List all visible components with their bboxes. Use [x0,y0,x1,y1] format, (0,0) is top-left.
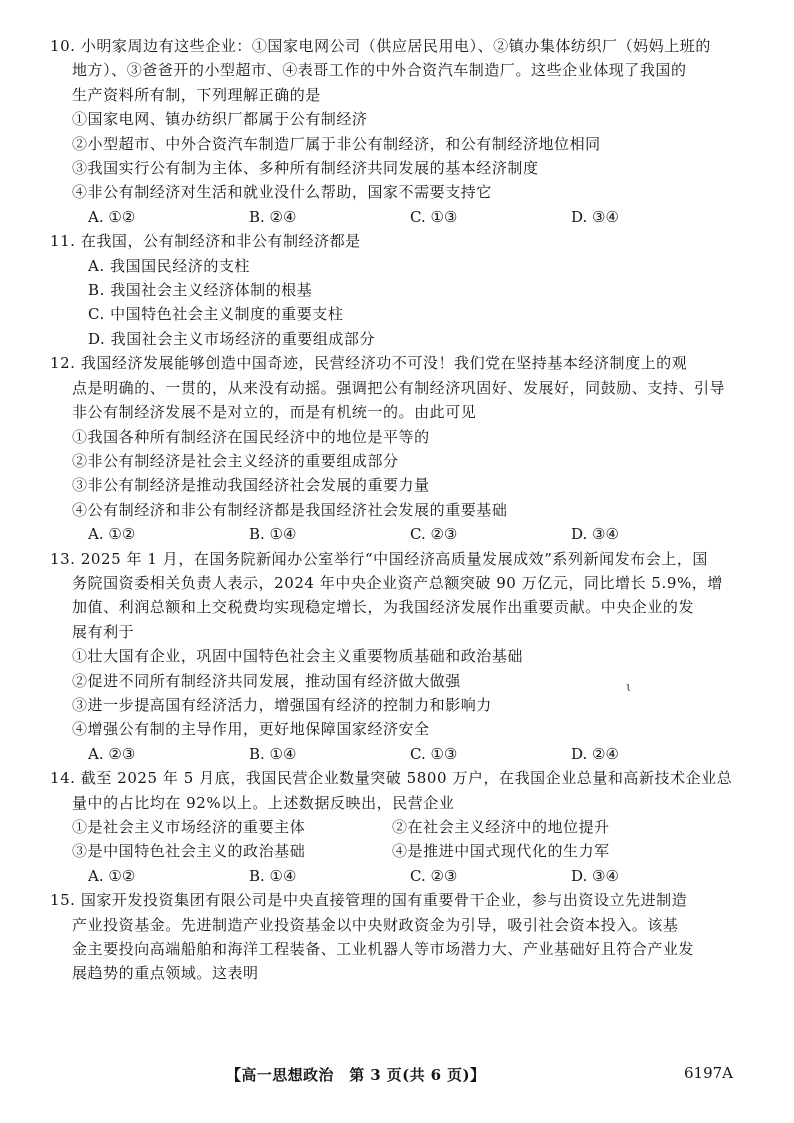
choice-a[interactable]: A. ①② [88,207,136,226]
choice-c[interactable]: C. 中国特色社会主义制度的重要支柱 [88,305,344,324]
choice-d[interactable]: D. 我国社会主义市场经济的重要组成部分 [88,329,376,348]
footer-page-info: 【高一思想政治 第 3 页(共 6 页)】 [226,1066,486,1084]
page-footer [0,1064,794,1088]
question-stem-line: 15. 国家开发投资集团有限公司是中央直接管理的国有重要骨干企业，参与出资设立先进制造 [50,891,688,910]
answer-choices [50,522,740,546]
choice-d[interactable]: D. ③④ [571,207,619,226]
stray-mark: ι [626,680,632,695]
question-stem-line: 12. 我国经济发展能够创造中国奇迹，民营经济功不可没！我们党在坚持基本经济制度上的观 [50,354,688,373]
question-stem-line: 展趋势的重点领域。这表明 [72,964,259,983]
statement-item: ④非公有制经济对生活和就业没什么帮助，国家不需要支持它 [72,183,492,202]
statement-item: ②促进不同所有制经济共同发展，推动国有经济做大做强 [72,671,461,690]
footer-paper-code: 6197A [684,1064,734,1082]
question-stem-line: 展有利于 [72,622,135,641]
choice-c[interactable]: C. ②③ [410,866,458,885]
statement-item: ④公有制经济和非公有制经济都是我国经济社会发展的重要基础 [72,500,508,519]
choice-d[interactable]: D. ③④ [571,866,619,885]
answer-choices [50,742,740,766]
choice-c[interactable]: C. ①③ [410,744,458,763]
question-stem-line: 加值、利润总额和上交税费均实现稳定增长，为我国经济发展作出重要贡献。中央企业的发 [72,598,695,617]
statement-item: ③非公有制经济是推动我国经济社会发展的重要力量 [72,476,430,495]
question-14 [50,766,740,888]
question-stem-line: 量中的占比均在 92%以上。上述数据反映出，民营企业 [72,793,455,812]
choice-c[interactable]: C. ②③ [410,525,458,544]
statement-item: ②非公有制经济是社会主义经济的重要组成部分 [72,451,399,470]
choice-d[interactable]: D. ③④ [571,525,619,544]
question-stem-line: 金主要投向高端船舶和海洋工程装备、工业机器人等市场潜力大、产业基础好且符合产业发 [72,940,695,959]
statement-item: ①国家电网、镇办纺织厂都属于公有制经济 [72,110,368,129]
question-stem-line: 非公有制经济发展不是对立的，而是有机统一的。由此可见 [72,403,477,422]
choice-a[interactable]: A. ①② [88,525,136,544]
choice-b[interactable]: B. ①④ [249,866,297,885]
question-10 [50,34,740,229]
question-13 [50,547,740,767]
statement-row [50,815,740,839]
choice-a[interactable]: A. 我国国民经济的支柱 [88,256,250,275]
choice-a[interactable]: A. ②③ [88,744,136,763]
choice-b[interactable]: B. ①④ [249,744,297,763]
choice-b[interactable]: B. ②④ [249,207,297,226]
statement-item: ③进一步提高国有经济活力，增强国有经济的控制力和影响力 [72,695,492,714]
choice-b[interactable]: B. 我国社会主义经济体制的根基 [88,281,313,300]
answer-choices [50,205,740,229]
statement-item: ③我国实行公有制为主体、多种所有制经济共同发展的基本经济制度 [72,159,539,178]
question-stem-line: 产业投资基金。先进制造产业投资基金以中央财政资金为引导，吸引社会资本投入。该基 [72,915,679,934]
statement-item: ②小型超市、中外合资汽车制造厂属于非公有制经济，和公有制经济地位相同 [72,134,601,153]
question-stem-line: 13. 2025 年 1 月，在国务院新闻办公室举行“中国经济高质量发展成效”系列新闻发布会上，国 [50,549,708,568]
statement-item: ③是中国特色社会主义的政治基础 [72,842,306,861]
statement-item: ①是社会主义市场经济的重要主体 [72,818,306,836]
question-stem-line: 地方）、③爸爸开的小型超市、④表哥工作的中外合资汽车制造厂。这些企业体现了我国的 [72,61,687,80]
question-11 [50,229,740,351]
question-stem-line: 10. 小明家周边有这些企业：①国家电网公司（供应居民用电）、②镇办集体纺织厂（妈妈上班的 [50,37,711,55]
question-stem-line: 点是明确的、一贯的，从来没有动摇。强调把公有制经济巩固好、发展好，同鼓励、支持、引导 [72,378,726,397]
statement-item: ②在社会主义经济中的地位提升 [392,818,610,836]
statement-item: ①壮大国有企业，巩固中国特色社会主义重要物质基础和政治基础 [72,647,523,666]
question-15 [50,888,740,986]
question-12 [50,351,740,546]
question-stem-line: 生产资料所有制，下列理解正确的是 [72,85,321,104]
choice-b[interactable]: B. ①④ [249,525,297,544]
question-stem-line: 14. 截至 2025 年 5 月底，我国民营企业数量突破 5800 万户，在我国企业总量和高新技术企业总 [50,769,733,788]
choice-d[interactable]: D. ②④ [571,744,619,763]
choice-a[interactable]: A. ①② [88,866,136,885]
statement-item: ④是推进中国式现代化的生力军 [392,842,610,861]
question-stem-line: 务院国资委相关负责人表示，2024 年中央企业资产总额突破 90 万亿元，同比增长 5.9%，增 [72,573,723,592]
statement-item: ①我国各种所有制经济在国民经济中的地位是平等的 [72,427,430,446]
answer-choices [50,864,740,888]
question-stem-line: 11. 在我国，公有制经济和非公有制经济都是 [50,232,361,251]
exam-page [50,34,740,986]
statement-item: ④增强公有制的主导作用，更好地保障国家经济安全 [72,720,430,739]
statement-row [50,839,740,863]
choice-c[interactable]: C. ①③ [410,207,458,226]
